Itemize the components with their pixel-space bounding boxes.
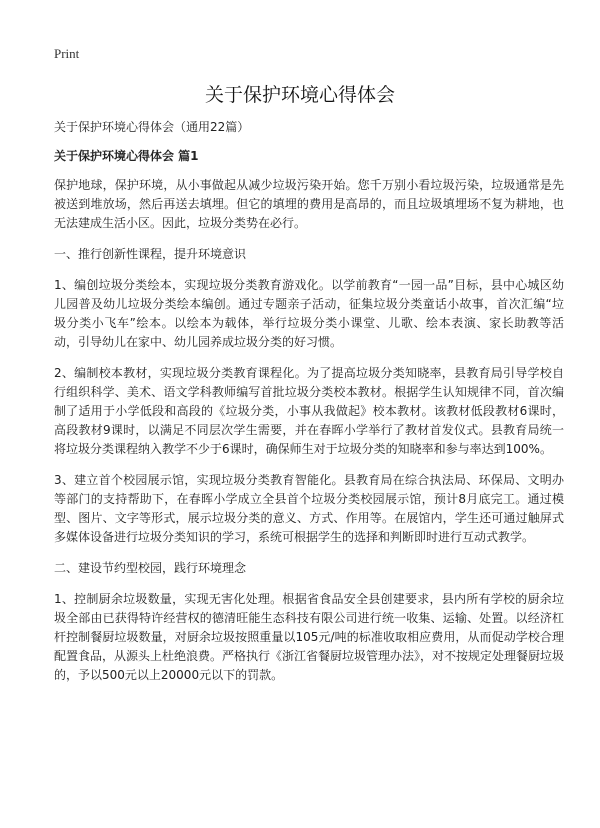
paragraph-2-1: 1、控制厨余垃圾数量，实现无害化处理。根据省食品安全县创建要求，县内所有学校的厨余垃圾全部由已获得特许经营权的德清旺能生态科技有限公司进行统一收集、运输、处置。以经济杠杆控制餐厨垃圾数量，对厨余垃圾按照重量以105元/吨的标准收取相应费用，从而促动学校合理配置食品，从源头上杜绝浪费。严格执行《浙江省餐厨垃圾管理办法》，对不按规定处理餐厨垃圾的，予以500元以上20000元以下的罚款。 xyxy=(54,592,565,682)
document-subtitle: 关于保护环境心得体会（通用22篇） xyxy=(54,120,250,134)
paragraph-1-1: 1、编创垃圾分类绘本，实现垃圾分类教育游戏化。以学前教育“一园一品”目标，县中心城区幼儿园普及幼儿垃圾分类绘本编创。通过专题亲子活动，征集垃圾分类童话小故事，首次汇编“垃圾分类小飞车”绘本。以绘本为载体，举行垃圾分类小课堂、儿歌、绘本表演、家长助教等活动，引导幼儿在家中、幼儿园养成垃圾分类的好习惯。 xyxy=(54,278,564,349)
paragraph-1-3: 3、建立首个校园展示馆，实现垃圾分类教育智能化。县教育局在综合执法局、环保局、文明办等部门的支持帮助下，在春晖小学成立全县首个垃圾分类校园展示馆，预计8月底完工。通过模型、图片、文字等形式，展示垃圾分类的意义、方式、作用等。在展馆内，学生还可通过触屏式多媒体设备进行垃圾分类知识的学习，系统可根据学生的选择和判断即时进行互动式教学。 xyxy=(54,473,564,544)
paragraph-1-2: 2、编制校本教材，实现垃圾分类教育课程化。为了提高垃圾分类知晓率，县教育局引导学校自行组织科学、美术、语文学科教师编写首批垃圾分类校本教材。根据学生认知规律不同，首次编制了适用于小学低段和高段的《垃圾分类，小事从我做起》校本教材。该教材低段教材6课时，高段教材9课时，以满足不同层次学生需要，并在春晖小学举行了教材首发仪式。县教育局统一将垃圾分类课程纳入教学不少于6课时，确保师生对于垃圾分类的知晓率和参与率达到100%。 xyxy=(54,366,564,456)
article-heading: 关于保护环境心得体会 篇1 xyxy=(54,149,199,163)
section-heading-2: 二、建设节约型校园，践行环境理念 xyxy=(54,561,247,575)
document-body xyxy=(54,118,564,697)
print-label: Print xyxy=(54,46,80,61)
page-title: 关于保护环境心得体会 xyxy=(204,84,395,106)
section-heading-1: 一、推行创新性课程，提升环境意识 xyxy=(54,247,247,261)
intro-paragraph: 保护地球，保护环境，从小事做起从减少垃圾污染开始。您千万别小看垃圾污染，垃圾通常是先被送到堆放场，然后再送去填埋。但它的填埋的费用是高昂的，而且垃圾填埋场不复为耕地，也无法建成生活小区。因此，垃圾分类势在必行。 xyxy=(54,178,564,230)
